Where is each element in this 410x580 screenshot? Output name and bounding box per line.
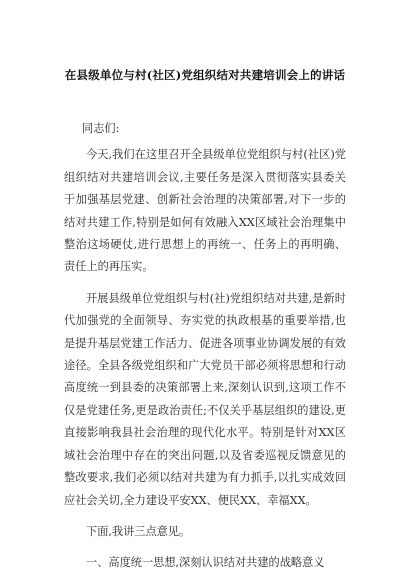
paragraph-opening: 今天,我们在这里召开全县级单位党组织与村(社区)党组织结对共建培训会议,主要任务是深入贯彻落实县委关于加强基层党建、创新社会治理的决策部署,对下一步的结对共建工作,特别是如何有效融入XX区域社会治理集中整治这场硬仗,进行思想上的再统一、任务上的再明确、责任上的再压实。 <box>64 148 346 274</box>
document-body <box>64 118 346 575</box>
paragraph-outline: 下面,我讲三点意见。 <box>86 524 191 538</box>
salutation: 同志们: <box>82 122 120 135</box>
paragraph-significance: 开展县级单位党组织与村(社)党组织结对共建,是新时代加强党的全面领导、夯实党的执政根基的重要举措,也是提升基层党建工作活力、促进各项事业协调发展的有效途径。全县各级党组织和广大党员干部必须将思想和行动高度统一到县委的决策部署上来,深刻认识到,这项工作不仅是党建任务,更是政治责任;不仅关乎基层组织的建设,更直接影响我县社会治理的现代化水平。特别是针对XX区域社会治理中存在的突出问题,以及省委巡视反馈意见的整改要求,我们必须以结对共建为有力抓手,以扎实成效回应社会关切,全力建设平安XX、便民XX、幸福XX。 <box>64 291 346 507</box>
document-title: 在县级单位与村(社区)党组织结对共建培训会上的讲话 <box>64 68 346 82</box>
section-heading: 一、高度统一思想,深刻认识结对共建的战略意义 <box>86 556 325 570</box>
